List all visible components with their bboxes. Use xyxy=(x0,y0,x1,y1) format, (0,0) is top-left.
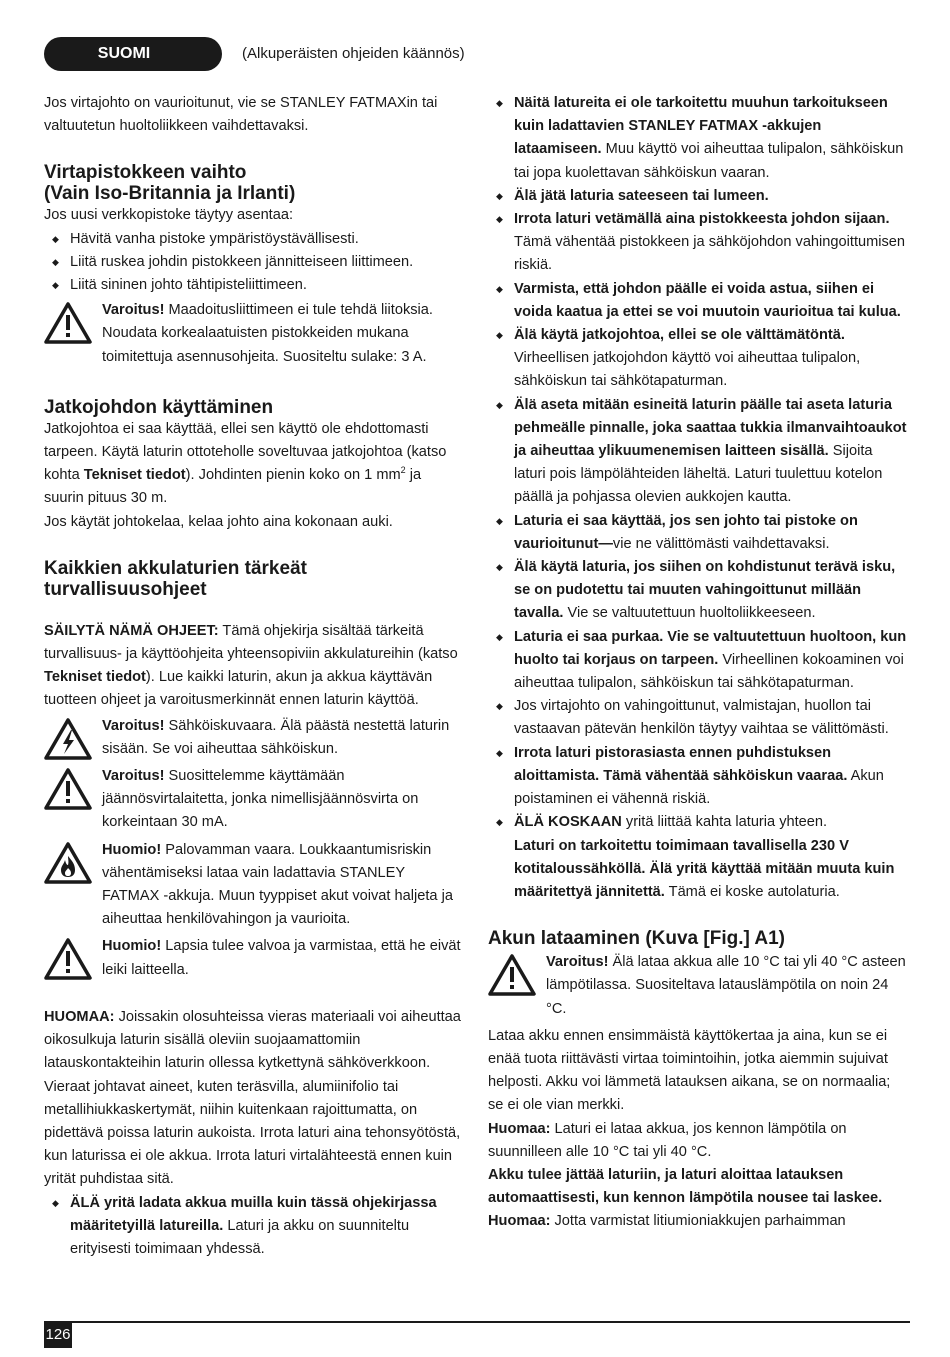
charging-paragraph: Lataa akku ennen ensimmäistä käyttökertaa ja aina, kun se ei enää tuota riittävästi virtaa toimintoihin, jotka aiemmin sujuivat helposti. Akku voi lämmetä latauksen aikana, se on normaalia; se ei ole vian merkki. xyxy=(488,1027,891,1114)
plug-lead: Jos uusi verkkopistoke täytyy asentaa: xyxy=(44,207,294,224)
list-item: ◆ ÄLÄ KOSKAAN yritä liittää kahta laturia yhteen. xyxy=(488,811,908,834)
list-item: ◆ Liitä ruskea johdin pistokkeen jännitteiseen liittimeen. xyxy=(44,251,464,274)
electric-shock-icon xyxy=(44,717,92,761)
charging-title: Akun lataaminen (Kuva [Fig.] A1) xyxy=(488,928,785,950)
list-item: ◆ Näitä latureita ei ole tarkoitettu muuhun tarkoitukseen kuin ladattavien STANLEY FATMAX -akkujen lataamiseen. Muu käyttö voi aiheuttaa tulipalon, sähköiskun tai jopa kuolettavan sähköiskun vaaran. xyxy=(488,92,908,185)
list-item: ◆ Laturia ei saa käyttää, jos sen johto tai pistoke on vaurioitunut—vie ne välittömästi vaihdettavaksi. xyxy=(488,510,908,556)
list-item: ◆ Hävitä vanha pistoke ympäristöystävällisesti. xyxy=(44,228,464,251)
list-item: ◆ Liitä sininen johto tähtipisteliittimeen. xyxy=(44,274,464,297)
page-number: 126 xyxy=(44,1322,72,1348)
extension-reel-paragraph: Jos käytät johtokelaa, kelaa johto aina kokonaan auki. xyxy=(44,513,393,530)
list-item: ◆ Irrota laturi vetämällä aina pistokkeesta johdon sijaan. Tämä vähentää pistokkeen ja sähköjohdon vahingoittumisen riskiä. xyxy=(488,208,908,278)
list-item: ◆ Älä jätä laturia sateeseen tai lumeen. xyxy=(488,185,908,208)
list-item: ◆ Älä aseta mitään esineitä laturin päälle tai aseta laturia pehmeälle pinnalle, joka saattaa tukkia ilmanvaihtoaukot ja aiheuttaa ylikuumenemisen laitteen sisällä. Sijoita laturi pois lämpölähteiden läheltä. Laturi tuulettuu kotelon päällä ja pohjassa olevien aukkojen kautta. xyxy=(488,394,908,510)
children-caution: Huomio! Lapsia tulee valvoa ja varmistaa, että he eivät leiki laitteella. xyxy=(44,935,464,981)
extension-paragraph: Jatkojohtoa ei saa käyttää, ellei sen käyttö ole ehdottomasti tarpeen. Käytä laturin ottoteholle soveltuvaa jatkojohtoa (katso kohta Tekniset tiedot). Johdinten pienin koko on 1 $mm^2$ ja suurin pituus 30 m. xyxy=(44,420,447,507)
intro-paragraph: Jos virtajohto on vaurioitunut, vie se STANLEY FATMAXin tai valtuutetun huoltoliikkeen vaihdettavaksi. xyxy=(44,95,438,135)
list-item: ◆ ÄLÄ yritä ladata akkua muilla kuin tässä ohjekirjassa määritetyillä latureilla. Laturi ja akku on suunniteltu erityisesti toimimaan yhdessä. xyxy=(44,1192,464,1262)
fire-hazard-icon xyxy=(44,841,92,885)
plug-warning: Varoitus! Maadoitusliittimeen ei tule tehdä liitoksia. Noudata korkealaatuisten pistokkeiden mukana toimitettuja asennusohjeita. Suositeltu sulake: 3 A. xyxy=(44,299,464,369)
charging-auto-paragraph: Akku tulee jättää laturiin, ja laturi aloittaa latauksen automaattisesti, kun kennon lämpötila nousee tai laskee. xyxy=(488,1166,883,1207)
list-item: ◆ Varmista, että johdon päälle ei voida astua, siihen ei voida kaatua ja ettei se voi muutoin vaurioitua tai kulua. xyxy=(488,278,908,324)
list-item: ◆ Irrota laturi pistorasiasta ennen puhdistuksen aloittamista. Tämä vähentää sähköiskun vaaraa. Akun poistaminen ei vähennä riskiä. xyxy=(488,742,908,812)
charging-note-1: Huomaa: Laturi ei lataa akkua, jos kennon lämpötila on suunnilleen alle 10 °C tai yli 40 °C. xyxy=(488,1120,847,1160)
plug-title: Virtapistokkeen vaihto (Vain Iso-Britannia ja Irlanti) xyxy=(44,162,296,205)
plug-list xyxy=(44,228,464,298)
voltage-note: Laturi on tarkoitettu toimimaan tavallisella 230 V kotitaloussähköllä. Älä yritä käyttää mitään muuta kuin määritettyä jännitettä. Tämä ei koske autolaturia. xyxy=(514,837,895,900)
list-item: ◆ Jos virtajohto on vahingoittunut, valmistajan, huollon tai vastaavan pätevän henkilön täytyy vaihtaa se välittömästi. xyxy=(488,695,908,741)
list-item: ◆ Älä käytä jatkojohtoa, ellei se ole välttämätöntä. Virheellisen jatkojohdon käyttö voi aiheuttaa tulipalon, sähköiskun tai sähkötapaturman. xyxy=(488,324,908,394)
foreign-material-note: HUOMAA: Joissakin olosuhteissa vieras materiaali voi aiheuttaa oikosulkuja laturin sisällä oleviin suojaamattomiin latauskontakteihin laturin ollessa kytkettynä sähköverkkoon. Vieraat johtavat aineet, kuten teräsvilla, alumiinifolio tai metallihiukkaskertymät, niihin kuitenkaan rajoittumatta, on pidettävä poissa laturin aukoista. Irrota laturi aina tehonsyötöstä, kun laturissa ei ole akkua. Irrota laturi virtalähteestä ennen kuin yrität puhdistaa sitä. xyxy=(44,1008,461,1188)
warning-triangle-icon xyxy=(44,301,92,345)
rcd-warning: Varoitus! Suosittelemme käyttämään jäännösvirtalaitetta, jonka nimellisjäännösvirta on korkeintaan 30 mA. xyxy=(44,765,464,835)
temperature-warning: Varoitus! Älä lataa akkua alle 10 °C tai yli 40 °C asteen lämpötilassa. Suositeltava latauslämpötila on noin 24 °C. xyxy=(488,951,908,1021)
warning-triangle-icon xyxy=(44,937,92,981)
list-item: ◆ Älä käytä laturia, jos siihen on kohdistunut terävä isku, se on pudotettu tai muuten vahingoittunut millään tavalla. Vie se valtuutettuun huoltoliikkeeseen. xyxy=(488,556,908,626)
left-column xyxy=(44,92,464,1261)
extension-title: Jatkojohdon käyttäminen xyxy=(44,396,274,418)
language-badge: SUOMI xyxy=(44,37,222,71)
shock-warning: Varoitus! Sähköiskuvaara. Älä päästä nestettä laturin sisään. Se voi aiheuttaa sähköiskun. xyxy=(44,715,464,761)
warning-triangle-icon xyxy=(44,767,92,811)
fire-caution: Huomio! Palovamman vaara. Loukkaantumisriskin vähentämiseksi lataa vain ladattavia STANLEY FATMAX -akkuja. Muun tyyppiset akut voivat haljeta ja aiheuttaa henkilövahingon ja vaurioita. xyxy=(44,839,464,932)
safety-title: Kaikkien akkulaturien tärkeät turvallisuusohjeet xyxy=(44,557,307,600)
left-final-list xyxy=(44,1192,464,1262)
charging-note-2: Huomaa: Jotta varmistat litiumioniakkujen parhaimman xyxy=(488,1213,846,1230)
right-column xyxy=(488,92,908,1234)
save-instructions: SÄILYTÄ NÄMÄ OHJEET: Tämä ohjekirja sisältää tärkeitä turvallisuus- ja käyttöohjeita yhteensopiviin akkulatureihin (katso Tekniset tiedot). Lue kaikki laturin, akun ja akkua käyttävän tuotteen ohjeet ja varoitusmerkinnät ennen laturin käyttöä. xyxy=(44,622,458,709)
list-item: ◆ Laturia ei saa purkaa. Vie se valtuutettuun huoltoon, kun huolto tai korjaus on tarpeen. Virheellinen kokoaminen voi aiheuttaa tulipalon, sähköiskun tai sähkötapaturman. xyxy=(488,626,908,696)
charger-safety-list xyxy=(488,92,908,835)
warning-triangle-icon xyxy=(488,953,536,997)
translation-note: (Alkuperäisten ohjeiden käännös) xyxy=(242,45,465,62)
footer-rule xyxy=(44,1321,910,1323)
